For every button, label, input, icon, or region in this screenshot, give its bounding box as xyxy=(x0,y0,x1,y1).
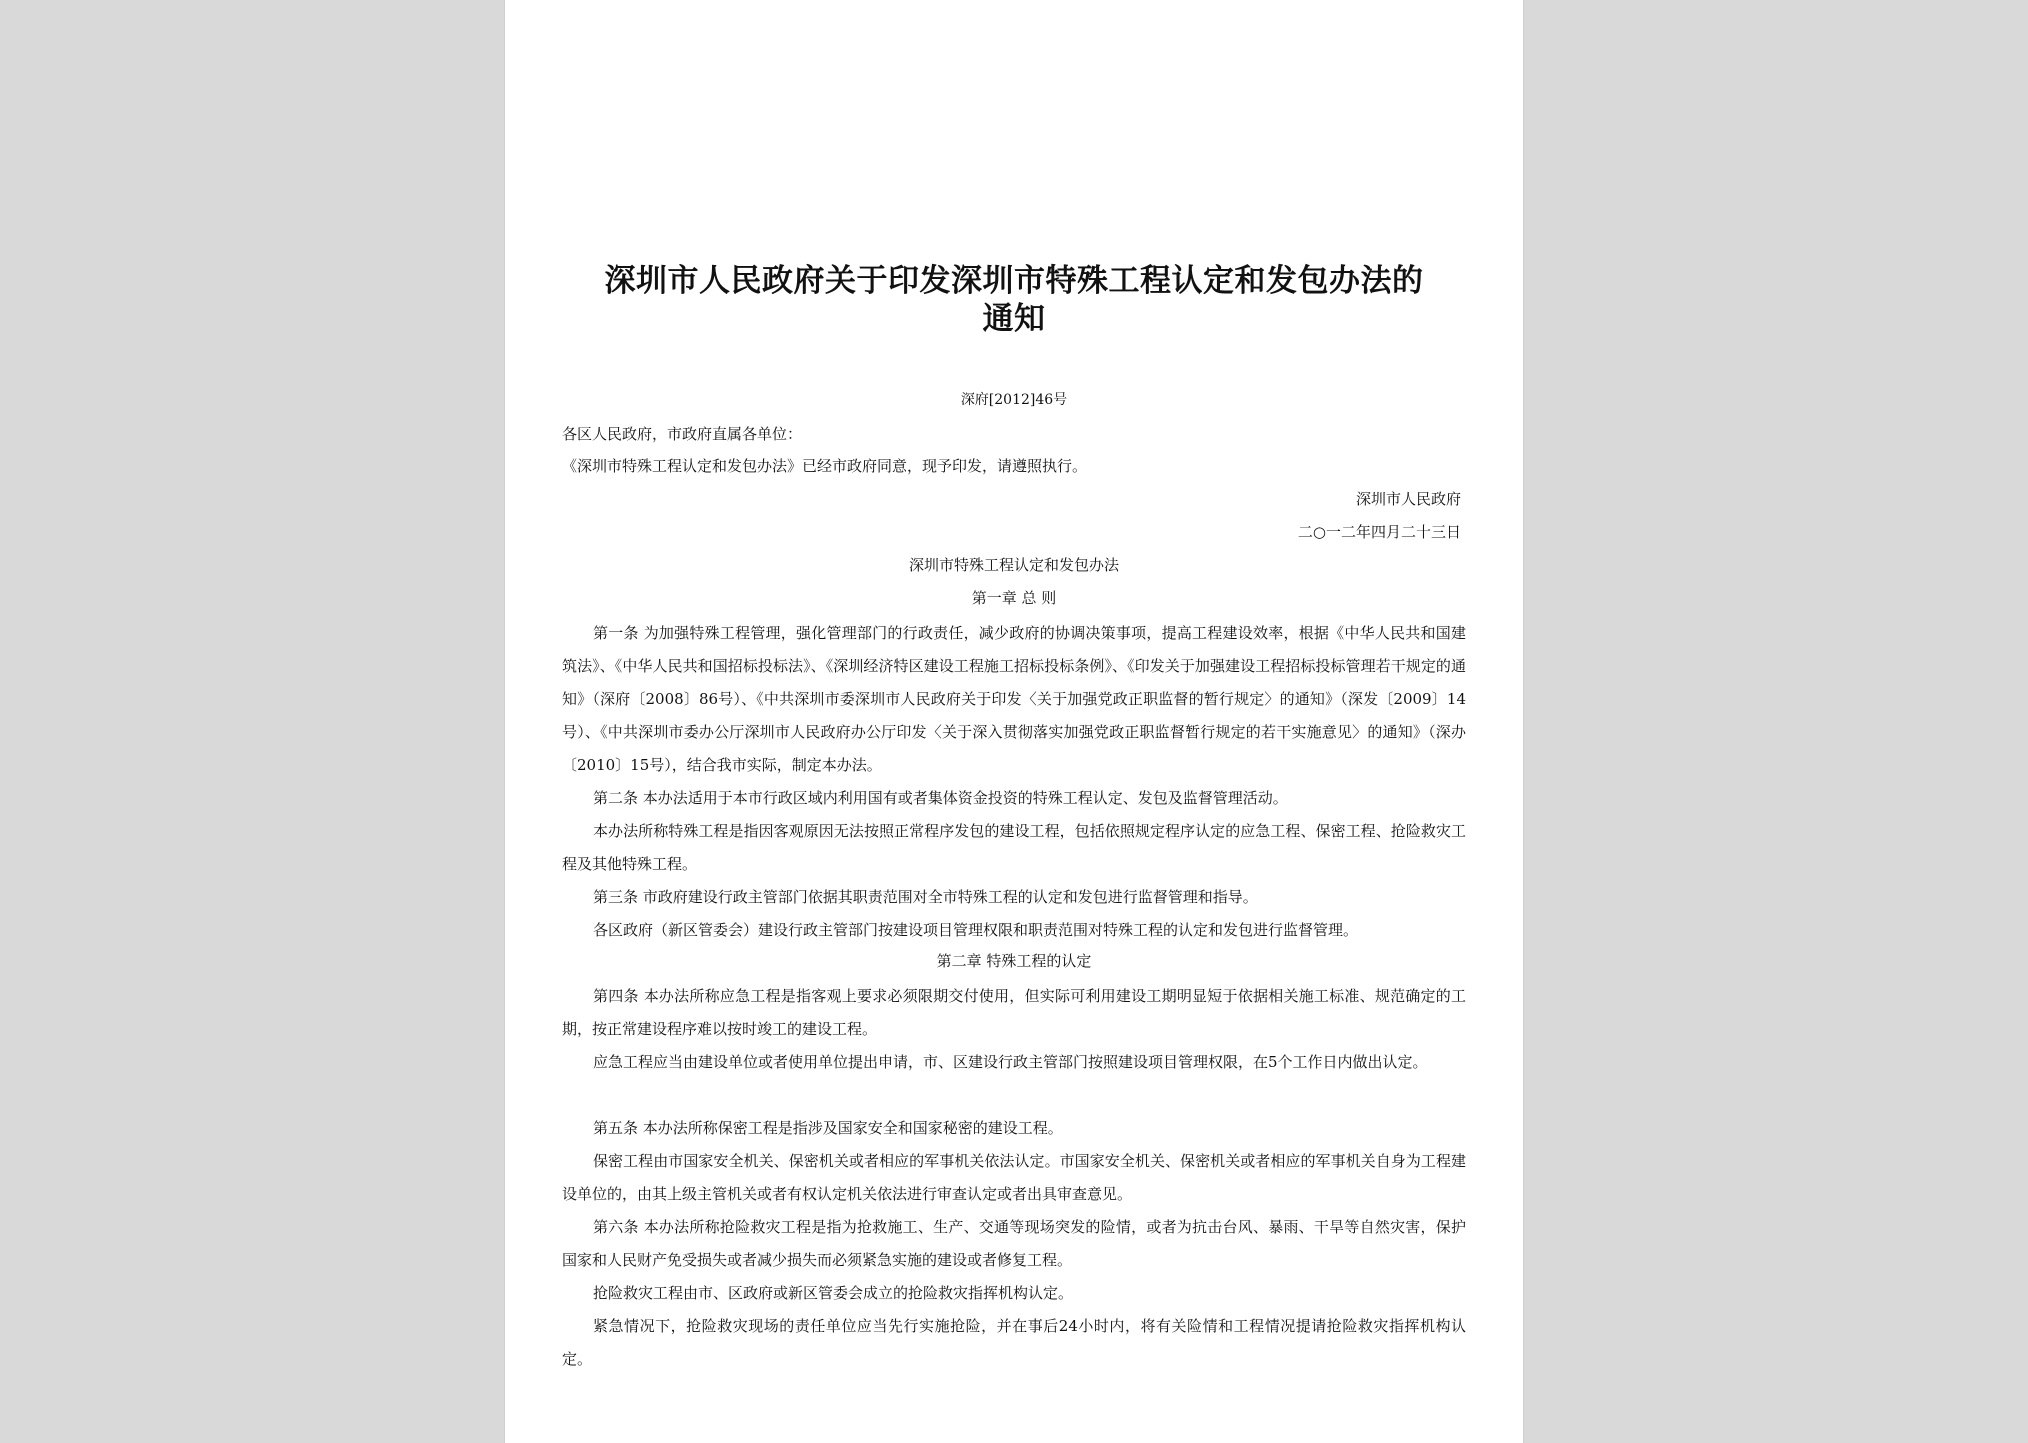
chapter-two-heading: 第二章 特殊工程的认定 xyxy=(936,952,1092,970)
document-title: 深圳市人民政府关于印发深圳市特殊工程认定和发包办法的通知 xyxy=(604,263,1424,337)
chapter-one-heading: 第一章 总 则 xyxy=(971,589,1057,607)
article-three-district: 各区政府（新区管委会）建设行政主管部门按建设项目管理权限和职责范围对特殊工程的认定和发包进行监督管理。 xyxy=(593,921,1359,939)
article-four-application: 应急工程应当由建设单位或者使用单位提出申请，市、区建设行政主管部门按照建设项目管理权限，在5个工作日内做出认定。 xyxy=(593,1053,1428,1071)
article-one: 第一条 为加强特殊工程管理，强化管理部门的行政责任，减少政府的协调决策事项，提高工程建设效率，根据《中华人民共和国建筑法》、《中华人民共和国招标投标法》、《深圳经济特区建设工程施工招标投标条例》、《印发关于加强建设工程招标投标管理若干规定的通知》（深府〔2008〕86号）、《中共深圳市委深圳市人民政府关于印发〈关于加强党政正职监督的暂行规定〉的通知》（深发〔2009〕14号）、《中共深圳市委办公厅深圳市人民政府办公厅印发〈关于深入贯彻落实加强党政正职监督暂行规定的若干实施意见〉的通知》（深办〔2010〕15号），结合我市实际，制定本办法。 xyxy=(562,624,1466,774)
article-two-definition: 本办法所称特殊工程是指因客观原因无法按照正常程序发包的建设工程，包括依照规定程序认定的应急工程、保密工程、抢险救灾工程及其他特殊工程。 xyxy=(562,822,1466,873)
article-four: 第四条 本办法所称应急工程是指客观上要求必须限期交付使用，但实际可利用建设工期明显短于依据相关施工标准、规范确定的工期，按正常建设程序难以按时竣工的建设工程。 xyxy=(562,987,1466,1038)
addressee-line: 各区人民政府，市政府直属各单位： xyxy=(562,425,803,443)
article-six-emergency: 紧急情况下，抢险救灾现场的责任单位应当先行实施抢险，并在事后24小时内，将有关险情和工程情况提请抢险救灾指挥机构认定。 xyxy=(562,1317,1466,1368)
article-five: 第五条 本办法所称保密工程是指涉及国家安全和国家秘密的建设工程。 xyxy=(593,1119,1063,1137)
document-page xyxy=(505,0,1523,1443)
article-two: 第二条 本办法适用于本市行政区域内利用国有或者集体资金投资的特殊工程认定、发包及监督管理活动。 xyxy=(593,789,1288,807)
issue-date: 二○一二年四月二十三日 xyxy=(1297,523,1461,541)
article-six-confirmation: 抢险救灾工程由市、区政府或新区管委会成立的抢险救灾指挥机构认定。 xyxy=(593,1284,1074,1302)
issuer: 深圳市人民政府 xyxy=(1355,490,1461,508)
document-number: 深府[2012]46号 xyxy=(960,392,1068,408)
article-three: 第三条 市政府建设行政主管部门依据其职责范围对全市特殊工程的认定和发包进行监督管理和指导。 xyxy=(593,888,1258,906)
article-five-confirmation: 保密工程由市国家安全机关、保密机关或者相应的军事机关依法认定。市国家安全机关、保密机关或者相应的军事机关自身为工程建设单位的，由其上级主管机关或者有权认定机关依法进行审查认定或者出具审查意见。 xyxy=(562,1152,1466,1203)
notice-line: 《深圳市特殊工程认定和发包办法》已经市政府同意，现予印发，请遵照执行。 xyxy=(562,457,1088,475)
rules-title: 深圳市特殊工程认定和发包办法 xyxy=(908,556,1119,574)
article-six: 第六条 本办法所称抢险救灾工程是指为抢救施工、生产、交通等现场突发的险情，或者为抗击台风、暴雨、干旱等自然灾害，保护国家和人民财产免受损失或者减少损失而必须紧急实施的建设或者修复工程。 xyxy=(562,1218,1466,1269)
